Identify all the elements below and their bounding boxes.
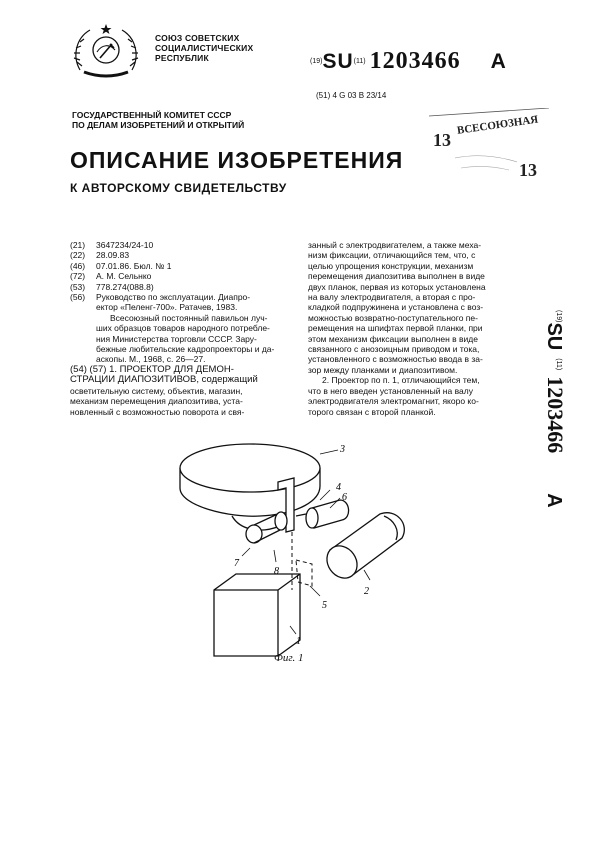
stamp-line: 13 [433,130,451,150]
bibliographic-data [70,240,300,417]
inid-code: (72) [70,271,86,282]
reference-line: ших образцов товаров народного потребле- [96,323,270,334]
figure-label: 8 [274,566,279,577]
claim-line: на валу электродвигателя, а вторая с про- [308,292,476,303]
biblio-row [70,240,300,250]
state-name-line: СОЦИАЛИСТИЧЕСКИХ [155,43,254,53]
biblio-row [70,261,300,271]
inid-code: (56) [70,292,86,303]
claim-line: ремещения на шпифтах первой планки, при [308,323,483,334]
kind-code: A [543,493,565,508]
abstract-line: (54) (57) 1. ПРОЕКТОР ДЛЯ ДЕМОН- [70,363,234,375]
figure-label: 6 [342,492,347,503]
biblio-row [70,282,300,292]
ussr-emblem-icon [70,22,142,82]
state-name-line: РЕСПУБЛИК [155,53,209,63]
figure-label: 4 [336,482,341,493]
claim-line: связанного с анозоицным приводом и тока, [308,344,480,355]
projector-drawing [170,430,430,670]
stamp-line: ВСЕСОЮЗНАЯ [456,113,539,137]
biblio-value: А. М. Сельнко [96,271,152,282]
inid-code: (53) [70,281,86,292]
claim-line: этом механизм фиксации выполнен в виде [308,333,478,344]
figure-label: 5 [322,600,327,611]
patent-number: 1203466 [369,48,461,74]
figure-label: 1 [296,636,301,647]
abstract-line: осветительную систему, объектив, магазин, [70,385,243,396]
claim-line: что в него введен установленный на валу [308,385,473,396]
country-code: SU [322,50,354,73]
biblio-value: Руководство по эксплуатации. Диапро- [96,292,251,303]
biblio-row [70,250,300,260]
publication-number [310,48,506,76]
claim-line: торого связан с второй планкой. [308,406,436,417]
figure-label: 2 [364,586,369,597]
reference-line: ния Министерства торговли СССР. Зару- [96,333,257,344]
biblio-value: 07.01.86. Бюл. № 1 [96,260,172,271]
inid-code: (19) [310,58,323,65]
reference-line: Всесоюзный постоянный павильон луч- [110,312,268,323]
biblio-value: 28.09.83 [96,250,130,261]
side-publication-number [540,310,568,670]
committee-line: ПО ДЕЛАМ ИЗОБРЕТЕНИЙ И ОТКРЫТИЙ [72,120,245,130]
figure-caption: Фиг. 1 [274,652,304,664]
committee-name [72,110,244,130]
inid-code: (21) [70,240,86,250]
reference-line: бежные любительские кадропроекторы и да- [96,344,275,355]
reference-line: ектор «Пеленг-700». Ратачев, 1983. [96,302,238,313]
kind-code: A [490,50,506,73]
stamp-line: 13 [519,160,537,180]
state-name [155,33,253,63]
claim-line: 2. Проектор по п. 1, отличающийся тем, [322,375,480,386]
biblio-value: 3647234/24-10 [96,240,154,250]
abstract-line: новленный с возможностью поворота и свя- [70,406,245,417]
claim-line: низм фиксации, отличающийся тем, что, с [308,250,476,261]
inid-code: (22) [70,250,86,261]
inid-code: (11) [353,58,366,65]
claim-line: кладкой подпружинена и установлена с воз- [308,302,484,313]
claim-line: можностью возвратно-поступательного пе- [308,312,478,323]
figure-label: 3 [340,444,345,455]
inid-code: (46) [70,260,86,271]
biblio-value: 778.274(088.8) [96,281,154,292]
state-name-line: СОЮЗ СОВЕТСКИХ [155,33,240,43]
claim-line: двух планок, первая из которых установлена [308,281,486,292]
patent-number: 1203466 [543,376,568,454]
library-stamp [425,108,555,188]
claim-line: занный с электродвигателем, а также меха- [308,240,482,250]
document-title: ОПИСАНИЕ ИЗОБРЕТЕНИЯ [70,147,404,173]
biblio-row [70,292,300,302]
abstract-line: механизм перемещения диапозитива, уста- [70,396,243,407]
inid-code: (19) [555,310,562,323]
claim-line: целью упрощения конструкции, механизм [308,260,474,271]
abstract-line: СТРАЦИИ ДИАПОЗИТИВОВ, содержащий [70,374,258,386]
document-subtitle: К АВТОРСКОМУ СВИДЕТЕЛЬСТВУ [70,181,287,195]
biblio-row [70,271,300,281]
ipc-classification: (51) 4 G 03 B 23/14 [316,91,387,100]
claims-text [308,240,528,417]
committee-line: ГОСУДАРСТВЕННЫЙ КОМИТЕТ СССР [72,110,232,120]
country-code: SU [543,322,565,351]
claim-line: зор между планками и диапозитивом. [308,364,458,375]
figure-label: 7 [234,558,239,569]
inid-code: (11) [555,358,562,371]
reference-line: аскопы. М., 1968, с. 26—27. [96,354,206,365]
claim-line: перемещения диапозитива выполнен в виде [308,271,485,282]
claim-line: электродвигателя электромагнит, якоро ко- [308,396,479,407]
claim-line: установленного с возможностью ввода в за- [308,354,483,365]
